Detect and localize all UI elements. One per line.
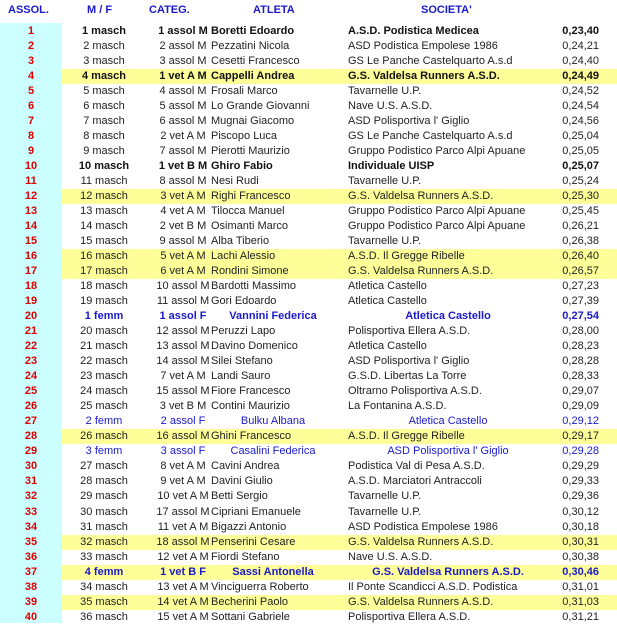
- cell-gender-rank: 31 masch: [80, 520, 128, 533]
- cell-club: Gruppo Podistico Parco Alpi Apuane: [348, 145, 526, 158]
- cell-athlete: Frosali Marco: [211, 85, 278, 98]
- cell-time: 0,24,56: [562, 115, 599, 128]
- cell-athlete: Gori Edoardo: [211, 295, 277, 308]
- cell-club: Atletica Castello: [348, 280, 427, 293]
- cell-club: A.S.D. Il Gregge Ribelle: [348, 430, 465, 443]
- cell-position: 39: [24, 595, 38, 608]
- cell-category-rank: 8 assol M: [159, 175, 207, 188]
- cell-gender-rank: 20 masch: [80, 325, 128, 338]
- cell-club: ASD Podistica Empolese 1986: [348, 520, 498, 533]
- cell-gender-rank: 18 masch: [80, 280, 128, 293]
- cell-club: Gruppo Podistico Parco Alpi Apuane: [348, 205, 526, 218]
- cell-athlete: Bulku Albana: [240, 415, 306, 428]
- table-row: [0, 580, 617, 595]
- cell-club: Atletica Castello: [348, 295, 427, 308]
- cell-gender-rank: 3 femm: [85, 445, 123, 458]
- cell-athlete: Rondini Simone: [211, 265, 289, 278]
- cell-position: 10: [24, 160, 38, 173]
- cell-time: 0,25,45: [562, 205, 599, 218]
- cell-category-rank: 3 assol F: [160, 445, 206, 458]
- cell-gender-rank: 2 masch: [83, 40, 125, 53]
- cell-club: A.S.D. Marciatori Antraccoli: [348, 475, 482, 488]
- cell-category-rank: 10 assol M: [156, 280, 210, 293]
- cell-position: 38: [24, 580, 38, 593]
- table-row: [0, 69, 617, 84]
- header-position: ASSOL.: [8, 4, 49, 16]
- table-row: [0, 550, 617, 565]
- table-row: [0, 309, 617, 324]
- cell-gender-rank: 34 masch: [80, 580, 128, 593]
- table-row: [0, 339, 617, 354]
- cell-gender-rank: 30 masch: [80, 505, 128, 518]
- cell-athlete: Tilocca Manuel: [211, 205, 285, 218]
- cell-category-rank: 16 assol M: [156, 430, 210, 443]
- cell-position: 14: [24, 220, 38, 233]
- cell-athlete: Vannini Federica: [229, 310, 317, 323]
- cell-category-rank: 10 vet A M: [157, 490, 209, 503]
- cell-position: 17: [24, 265, 38, 278]
- cell-category-rank: 9 vet A M: [160, 475, 206, 488]
- table-row: [0, 159, 617, 174]
- cell-gender-rank: 33 masch: [80, 550, 128, 563]
- table-row: [0, 234, 617, 249]
- cell-time: 0,31,21: [562, 610, 599, 623]
- cell-club: ASD Polisportiva l' Giglio: [387, 445, 509, 458]
- cell-gender-rank: 14 masch: [80, 220, 128, 233]
- cell-time: 0,28,00: [562, 325, 599, 338]
- table-row: [0, 505, 617, 520]
- cell-gender-rank: 7 masch: [83, 115, 125, 128]
- cell-athlete: Cipriani Emanuele: [211, 505, 301, 518]
- cell-time: 0,26,38: [562, 235, 599, 248]
- cell-time: 0,29,17: [562, 430, 599, 443]
- cell-club: Tavarnelle U.P.: [348, 505, 422, 518]
- cell-position: 29: [24, 445, 38, 458]
- header-club: SOCIETA': [421, 4, 472, 16]
- cell-athlete: Alba Tiberio: [211, 235, 270, 248]
- cell-club: G.S. Valdelsa Runners A.S.D.: [348, 190, 494, 203]
- cell-athlete: Casalini Federica: [230, 445, 316, 458]
- cell-category-rank: 17 assol M: [156, 505, 210, 518]
- cell-position: 28: [24, 430, 38, 443]
- cell-time: 0,25,04: [562, 130, 599, 143]
- cell-position: 15: [24, 235, 38, 248]
- cell-athlete: Pezzatini Nicola: [211, 40, 290, 53]
- cell-position: 11: [25, 175, 37, 188]
- cell-time: 0,26,57: [562, 265, 599, 278]
- cell-category-rank: 2 assol M: [159, 40, 207, 53]
- cell-category-rank: 11 assol M: [156, 295, 210, 308]
- cell-gender-rank: 25 masch: [80, 400, 128, 413]
- cell-time: 0,27,23: [562, 280, 599, 293]
- cell-club: GS Le Panche Castelquarto A.s.d: [348, 55, 513, 68]
- cell-club: G.S. Valdelsa Runners A.S.D.: [372, 565, 524, 578]
- cell-category-rank: 5 assol M: [159, 100, 207, 113]
- cell-gender-rank: 24 masch: [80, 385, 128, 398]
- cell-athlete: Sassi Antonella: [232, 565, 314, 578]
- cell-club: Atletica Castello: [348, 340, 427, 353]
- cell-category-rank: 5 vet A M: [160, 250, 206, 263]
- results-table: [0, 24, 617, 625]
- cell-gender-rank: 19 masch: [80, 295, 128, 308]
- cell-club: Atletica Castello: [405, 310, 491, 323]
- cell-category-rank: 1 vet B F: [160, 565, 206, 578]
- cell-athlete: Landi Sauro: [211, 370, 271, 383]
- cell-time: 0,28,23: [562, 340, 599, 353]
- cell-athlete: Davino Domenico: [211, 340, 298, 353]
- cell-position: 8: [27, 130, 35, 143]
- cell-athlete: Contini Maurizio: [211, 400, 290, 413]
- cell-athlete: Cesetti Francesco: [211, 55, 300, 68]
- cell-category-rank: 9 assol M: [159, 235, 207, 248]
- cell-gender-rank: 17 masch: [80, 265, 128, 278]
- cell-time: 0,25,07: [562, 160, 599, 173]
- cell-time: 0,30,31: [562, 535, 599, 548]
- cell-time: 0,26,21: [562, 220, 599, 233]
- table-row: [0, 399, 617, 414]
- cell-club: ASD Polisportiva l' Giglio: [348, 115, 470, 128]
- table-row: [0, 324, 617, 339]
- header-gender: M / F: [87, 4, 113, 16]
- cell-athlete: Peruzzi Lapo: [211, 325, 276, 338]
- cell-time: 0,27,39: [562, 295, 599, 308]
- cell-time: 0,25,24: [562, 175, 599, 188]
- cell-gender-rank: 9 masch: [83, 145, 125, 158]
- cell-category-rank: 3 assol M: [159, 55, 207, 68]
- cell-gender-rank: 11 masch: [80, 175, 128, 188]
- cell-time: 0,29,12: [562, 415, 599, 428]
- cell-position: 32: [24, 490, 38, 503]
- cell-category-rank: 11 vet A M: [157, 520, 209, 533]
- cell-club: G.S.D. Libertas La Torre: [348, 370, 467, 383]
- cell-category-rank: 7 assol M: [159, 145, 207, 158]
- cell-category-rank: 15 vet A M: [157, 610, 209, 623]
- cell-athlete: Cappelli Andrea: [211, 70, 295, 83]
- cell-athlete: Penserini Cesare: [211, 535, 296, 548]
- cell-time: 0,29,29: [562, 460, 599, 473]
- cell-athlete: Cavini Andrea: [211, 460, 280, 473]
- cell-athlete: Osimanti Marco: [211, 220, 289, 233]
- cell-position: 3: [27, 55, 35, 68]
- cell-gender-rank: 5 masch: [83, 85, 125, 98]
- header-athlete: ATLETA: [253, 4, 295, 16]
- table-row: [0, 444, 617, 459]
- cell-gender-rank: 16 masch: [80, 250, 128, 263]
- cell-club: Tavarnelle U.P.: [348, 235, 422, 248]
- table-row: [0, 114, 617, 129]
- cell-gender-rank: 22 masch: [80, 355, 128, 368]
- table-row: [0, 595, 617, 610]
- cell-gender-rank: 3 masch: [83, 55, 125, 68]
- cell-gender-rank: 2 femm: [85, 415, 123, 428]
- cell-club: A.S.D. Podistica Medicea: [348, 25, 479, 37]
- cell-gender-rank: 27 masch: [80, 460, 128, 473]
- cell-gender-rank: 8 masch: [83, 130, 125, 143]
- cell-gender-rank: 1 femm: [84, 310, 124, 323]
- cell-time: 0,30,12: [562, 505, 599, 518]
- cell-time: 0,29,28: [562, 445, 599, 458]
- table-row: [0, 84, 617, 99]
- table-row: [0, 204, 617, 219]
- cell-athlete: Ghiro Fabio: [211, 160, 273, 173]
- cell-club: G.S. Valdelsa Runners A.S.D.: [348, 265, 494, 278]
- table-row: [0, 99, 617, 114]
- cell-time: 0,24,49: [562, 70, 599, 83]
- cell-athlete: Fiordi Stefano: [211, 550, 280, 563]
- cell-position: 6: [27, 100, 35, 113]
- table-row: [0, 565, 617, 580]
- cell-athlete: Bardotti Massimo: [211, 280, 296, 293]
- table-row: [0, 144, 617, 159]
- table-row: [0, 249, 617, 264]
- cell-club: Oltrarno Polisportiva A.S.D.: [348, 385, 482, 398]
- cell-category-rank: 3 vet A M: [160, 190, 206, 203]
- cell-club: Polisportiva Ellera A.S.D.: [348, 610, 471, 623]
- cell-gender-rank: 10 masch: [78, 160, 130, 173]
- cell-club: ASD Podistica Empolese 1986: [348, 40, 498, 53]
- table-row: [0, 39, 617, 54]
- table-row: [0, 474, 617, 489]
- cell-position: 26: [24, 400, 38, 413]
- cell-category-rank: 1 vet B M: [158, 160, 208, 173]
- cell-position: 37: [24, 565, 38, 578]
- cell-time: 0,28,33: [562, 370, 599, 383]
- cell-athlete: Nesi Rudi: [211, 175, 259, 188]
- cell-club: Nave U.S. A.S.D.: [348, 550, 433, 563]
- cell-category-rank: 12 assol M: [156, 325, 210, 338]
- cell-category-rank: 2 vet B M: [159, 220, 207, 233]
- cell-position: 7: [27, 115, 35, 128]
- cell-athlete: Ghini Francesco: [211, 430, 292, 443]
- cell-category-rank: 1 vet A M: [159, 70, 207, 83]
- cell-position: 30: [24, 460, 38, 473]
- table-row: [0, 489, 617, 504]
- cell-club: G.S. Valdelsa Runners A.S.D.: [348, 70, 500, 83]
- table-row: [0, 174, 617, 189]
- cell-position: 24: [24, 370, 38, 383]
- cell-category-rank: 7 vet A M: [160, 370, 206, 383]
- cell-position: 18: [24, 280, 38, 293]
- table-row: [0, 189, 617, 204]
- cell-gender-rank: 36 masch: [80, 610, 128, 623]
- table-row: [0, 535, 617, 550]
- cell-time: 0,30,18: [562, 520, 599, 533]
- cell-gender-rank: 32 masch: [80, 535, 128, 548]
- cell-athlete: Righi Francesco: [211, 190, 291, 203]
- cell-time: 0,25,30: [562, 190, 599, 203]
- cell-athlete: Boretti Edoardo: [211, 25, 295, 37]
- cell-position: 19: [24, 295, 38, 308]
- cell-category-rank: 12 vet A M: [157, 550, 209, 563]
- cell-position: 22: [24, 340, 38, 353]
- cell-category-rank: 2 vet A M: [160, 130, 206, 143]
- cell-time: 0,31,03: [562, 595, 599, 608]
- cell-club: Tavarnelle U.P.: [348, 175, 422, 188]
- cell-gender-rank: 6 masch: [83, 100, 125, 113]
- cell-club: Atletica Castello: [408, 415, 488, 428]
- cell-category-rank: 14 vet A M: [157, 595, 209, 608]
- table-row: [0, 520, 617, 535]
- cell-gender-rank: 23 masch: [80, 370, 128, 383]
- cell-category-rank: 1 assol M: [158, 25, 208, 37]
- cell-position: 27: [24, 415, 38, 428]
- table-row: [0, 369, 617, 384]
- cell-club: La Fontanina A.S.D.: [348, 400, 447, 413]
- cell-athlete: Silei Stefano: [211, 355, 273, 368]
- cell-athlete: Lo Grande Giovanni: [211, 100, 310, 113]
- cell-time: 0,29,09: [562, 400, 599, 413]
- cell-athlete: Bigazzi Antonio: [211, 520, 287, 533]
- cell-time: 0,25,05: [562, 145, 599, 158]
- cell-category-rank: 2 assol F: [160, 415, 206, 428]
- cell-position: 2: [27, 40, 35, 53]
- cell-athlete: Fiore Francesco: [211, 385, 291, 398]
- cell-gender-rank: 29 masch: [80, 490, 128, 503]
- cell-time: 0,29,36: [562, 490, 599, 503]
- cell-club: Individuale UISP: [348, 160, 435, 173]
- table-header: [0, 0, 617, 20]
- table-row: [0, 219, 617, 234]
- cell-position: 23: [24, 355, 38, 368]
- cell-club: Tavarnelle U.P.: [348, 490, 422, 503]
- cell-club: G.S. Valdelsa Runners A.S.D.: [348, 535, 494, 548]
- cell-position: 16: [24, 250, 38, 263]
- cell-category-rank: 3 vet B M: [159, 400, 207, 413]
- cell-athlete: Davini Giulio: [211, 475, 273, 488]
- cell-club: GS Le Panche Castelquarto A.s.d: [348, 130, 513, 143]
- cell-gender-rank: 35 masch: [80, 595, 128, 608]
- cell-category-rank: 13 vet A M: [157, 580, 209, 593]
- cell-time: 0,24,21: [562, 40, 599, 53]
- cell-athlete: Piscopo Luca: [211, 130, 278, 143]
- cell-athlete: Lachi Alessio: [211, 250, 276, 263]
- cell-position: 36: [24, 550, 38, 563]
- cell-category-rank: 13 assol M: [156, 340, 210, 353]
- cell-time: 0,26,40: [562, 250, 599, 263]
- cell-gender-rank: 1 masch: [81, 25, 127, 37]
- cell-time: 0,31,01: [562, 580, 599, 593]
- cell-athlete: Betti Sergio: [211, 490, 268, 503]
- cell-club: ASD Polisportiva l' Giglio: [348, 355, 470, 368]
- cell-category-rank: 1 assol F: [159, 310, 207, 323]
- cell-category-rank: 6 vet A M: [160, 265, 206, 278]
- cell-gender-rank: 4 masch: [81, 70, 127, 83]
- cell-position: 1: [27, 25, 35, 37]
- cell-athlete: Mugnai Giacomo: [211, 115, 295, 128]
- cell-position: 21: [24, 325, 38, 338]
- cell-category-rank: 14 assol M: [156, 355, 210, 368]
- cell-position: 4: [27, 70, 35, 83]
- cell-category-rank: 18 assol M: [156, 535, 210, 548]
- cell-time: 0,30,46: [562, 565, 599, 578]
- cell-position: 34: [24, 520, 38, 533]
- table-row: [0, 24, 617, 39]
- cell-time: 0,28,28: [562, 355, 599, 368]
- cell-athlete: Becherini Paolo: [211, 595, 289, 608]
- cell-category-rank: 15 assol M: [156, 385, 210, 398]
- cell-gender-rank: 12 masch: [80, 190, 128, 203]
- cell-athlete: Sottani Gabriele: [211, 610, 290, 623]
- cell-club: Tavarnelle U.P.: [348, 85, 422, 98]
- cell-position: 9: [27, 145, 35, 158]
- cell-gender-rank: 28 masch: [80, 475, 128, 488]
- cell-position: 40: [24, 610, 38, 623]
- cell-position: 33: [24, 505, 38, 518]
- cell-position: 35: [24, 535, 38, 548]
- cell-time: 0,29,33: [562, 475, 599, 488]
- cell-club: Polisportiva Ellera A.S.D.: [348, 325, 471, 338]
- cell-category-rank: 4 assol M: [159, 85, 207, 98]
- table-row: [0, 414, 617, 429]
- cell-gender-rank: 4 femm: [84, 565, 124, 578]
- cell-position: 20: [24, 310, 38, 323]
- cell-position: 5: [27, 85, 35, 98]
- cell-time: 0,23,40: [562, 25, 599, 37]
- table-row: [0, 384, 617, 399]
- cell-time: 0,24,52: [562, 85, 599, 98]
- table-row: [0, 459, 617, 474]
- table-row: [0, 54, 617, 69]
- cell-gender-rank: 15 masch: [80, 235, 128, 248]
- cell-athlete: Vinciguerra Roberto: [211, 580, 309, 593]
- cell-time: 0,24,40: [562, 55, 599, 68]
- cell-gender-rank: 13 masch: [80, 205, 128, 218]
- cell-time: 0,29,07: [562, 385, 599, 398]
- cell-gender-rank: 26 masch: [80, 430, 128, 443]
- cell-position: 25: [24, 385, 38, 398]
- cell-position: 13: [24, 205, 38, 218]
- cell-category-rank: 8 vet A M: [160, 460, 206, 473]
- cell-category-rank: 4 vet A M: [160, 205, 206, 218]
- table-row: [0, 129, 617, 144]
- cell-club: A.S.D. Il Gregge Ribelle: [348, 250, 465, 263]
- table-row: [0, 610, 617, 625]
- cell-club: Nave U.S. A.S.D.: [348, 100, 433, 113]
- cell-club: Podistica Val di Pesa A.S.D.: [348, 460, 485, 473]
- table-row: [0, 429, 617, 444]
- cell-category-rank: 6 assol M: [159, 115, 207, 128]
- cell-position: 12: [24, 190, 38, 203]
- cell-club: Il Ponte Scandicci A.S.D. Podistica: [348, 580, 518, 593]
- cell-club: Gruppo Podistico Parco Alpi Apuane: [348, 220, 526, 233]
- cell-position: 31: [24, 475, 38, 488]
- cell-time: 0,27,54: [562, 310, 599, 323]
- cell-athlete: Pierotti Maurizio: [211, 145, 290, 158]
- cell-club: G.S. Valdelsa Runners A.S.D.: [348, 595, 494, 608]
- cell-gender-rank: 21 masch: [80, 340, 128, 353]
- header-category: CATEG.: [149, 4, 190, 16]
- table-row: [0, 354, 617, 369]
- table-row: [0, 294, 617, 309]
- cell-time: 0,24,54: [562, 100, 599, 113]
- cell-time: 0,30,38: [562, 550, 599, 563]
- table-row: [0, 264, 617, 279]
- table-row: [0, 279, 617, 294]
